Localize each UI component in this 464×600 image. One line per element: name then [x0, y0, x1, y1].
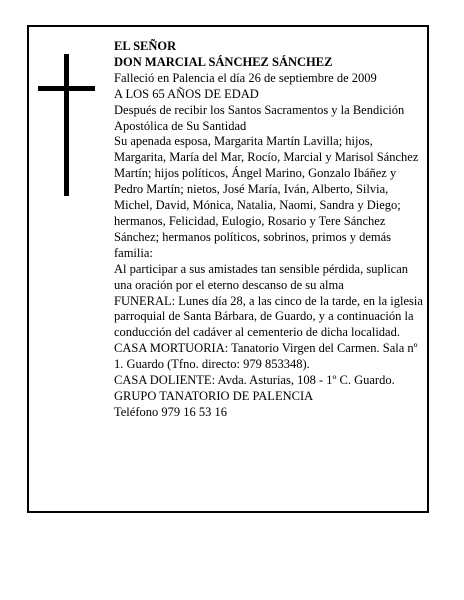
request-paragraph: Al participar a sus amistades tan sensible pérdida, suplican una oración por el eterno descanso de su alma — [114, 261, 409, 292]
sacraments-paragraph: Después de recibir los Santos Sacramentos y la Bendición Apostólica de Su Santidad — [114, 102, 405, 133]
telefono-line: Teléfono 979 16 53 16 — [114, 404, 227, 419]
casa-mortuoria-paragraph: CASA MORTUORIA: Tanatorio Virgen del Carmen. Sala nº 1. Guardo (Tfno. directo: 979 853348). — [114, 341, 418, 372]
cross-icon — [64, 54, 69, 196]
cross-icon-crossbar — [38, 86, 95, 91]
funeral-paragraph: FUNERAL: Lunes día 28, a las cinco de la tarde, en la iglesia parroquial de Santa Bárbara, de Guardo, y a continuación la conducción del cadáver al cementerio de dicha localidad. — [114, 293, 423, 340]
obituary-text — [114, 39, 428, 421]
deceased-name: DON MARCIAL SÁNCHEZ SÁNCHEZ — [114, 54, 333, 69]
title-line-1: EL SEÑOR — [114, 39, 177, 53]
age-line: A LOS 65 AÑOS DE EDAD — [114, 86, 259, 101]
death-date-line: Falleció en Palencia el día 26 de septiembre de 2009 — [114, 70, 377, 85]
casa-doliente-line: CASA DOLIENTE: Avda. Asturias, 108 - 1º C. Guardo. — [114, 373, 395, 388]
family-paragraph: Su apenada esposa, Margarita Martín Lavilla; hijos, Margarita, María del Mar, Rocío, Marcial y Marisol Sánchez Martín; hijos políticos, Ángel Marino, Gonzalo Ibáñez y Pedro Martín; nietos, José María, Iván, Alberto, Silvia, Michel, David, Mónica, Natalia, Naomi, Sandra y Diego; hermanos, Felicidad, Eulogio, Rosario y Tere Sánchez Sánchez; hermanos políticos, sobrinos, primos y demás familia: — [114, 134, 419, 260]
grupo-tanatorio-line: GRUPO TANATORIO DE PALENCIA — [114, 388, 314, 403]
